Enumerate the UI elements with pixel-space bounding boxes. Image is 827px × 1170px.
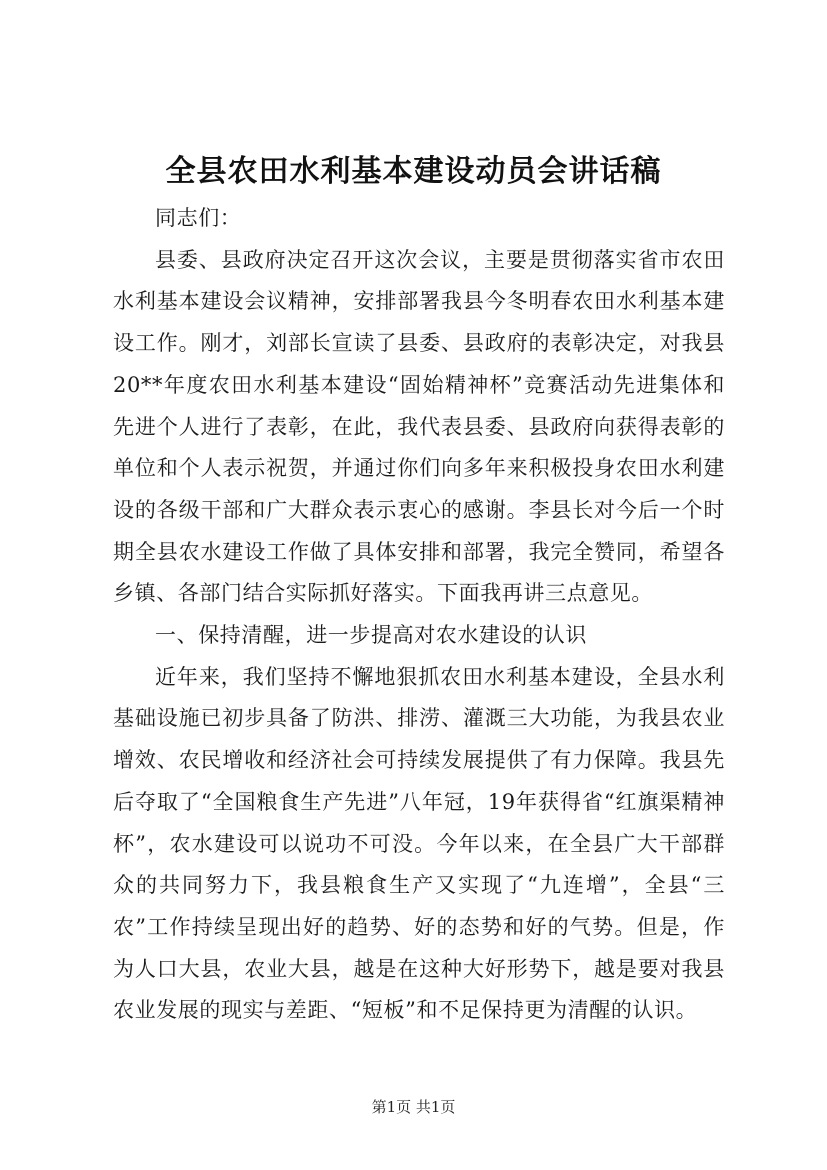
page-footer: 第1页 共1页 [371,1098,456,1116]
document-title: 全县农田水利基本建设动员会讲话稿 [165,154,662,189]
paragraph-section-1: 近年来，我们坚持不懈地狠抓农田水利基本建设，全县水利基础设施已初步具备了防洪、排涝、灌溉三大功能，为我县农业增效、农民增收和经济社会可持续发展提供了有力保障。我县先后夺取了“全国粮食生产先进”八年冠，19年获得省“红旗渠精神杯”，农水建设可以说功不可没。今年以来，在全县广大干部群众的共同努力下，我县粮食生产又实现了“九连增”，全县“三农”工作持续呈现出好的趋势、好的态势和好的气势。但是，作为人口大县，农业大县，越是在这种大好形势下，越是要对我县农业发展的现实与差距、“短板”和不足保持更为清醒的认识。 [113,664,725,1023]
salutation: 同志们： [155,206,242,230]
paragraph-intro: 县委、县政府决定召开这次会议，主要是贯彻落实省市农田水利基本建设会议精神，安排部署我县今冬明春农田水利基本建设工作。刚才，刘部长宣读了县委、县政府的表彰决定，对我县20**年度农田水利基本建设“固始精神杯”竞赛活动先进集体和先进个人进行了表彰，在此，我代表县委、县政府向获得表彰的单位和个人表示祝贺，并通过你们向多年来积极投身农田水利建设的各级干部和广大群众表示衷心的感谢。李县长对今后一个时期全县农水建设工作做了具体安排和部署，我完全赞同，希望各乡镇、各部门结合实际抓好落实。下面我再讲三点意见。 [113,247,725,606]
document-body [113,198,725,1032]
section-heading-1: 一、保持清醒，进一步提高对农水建设的认识 [155,623,587,648]
